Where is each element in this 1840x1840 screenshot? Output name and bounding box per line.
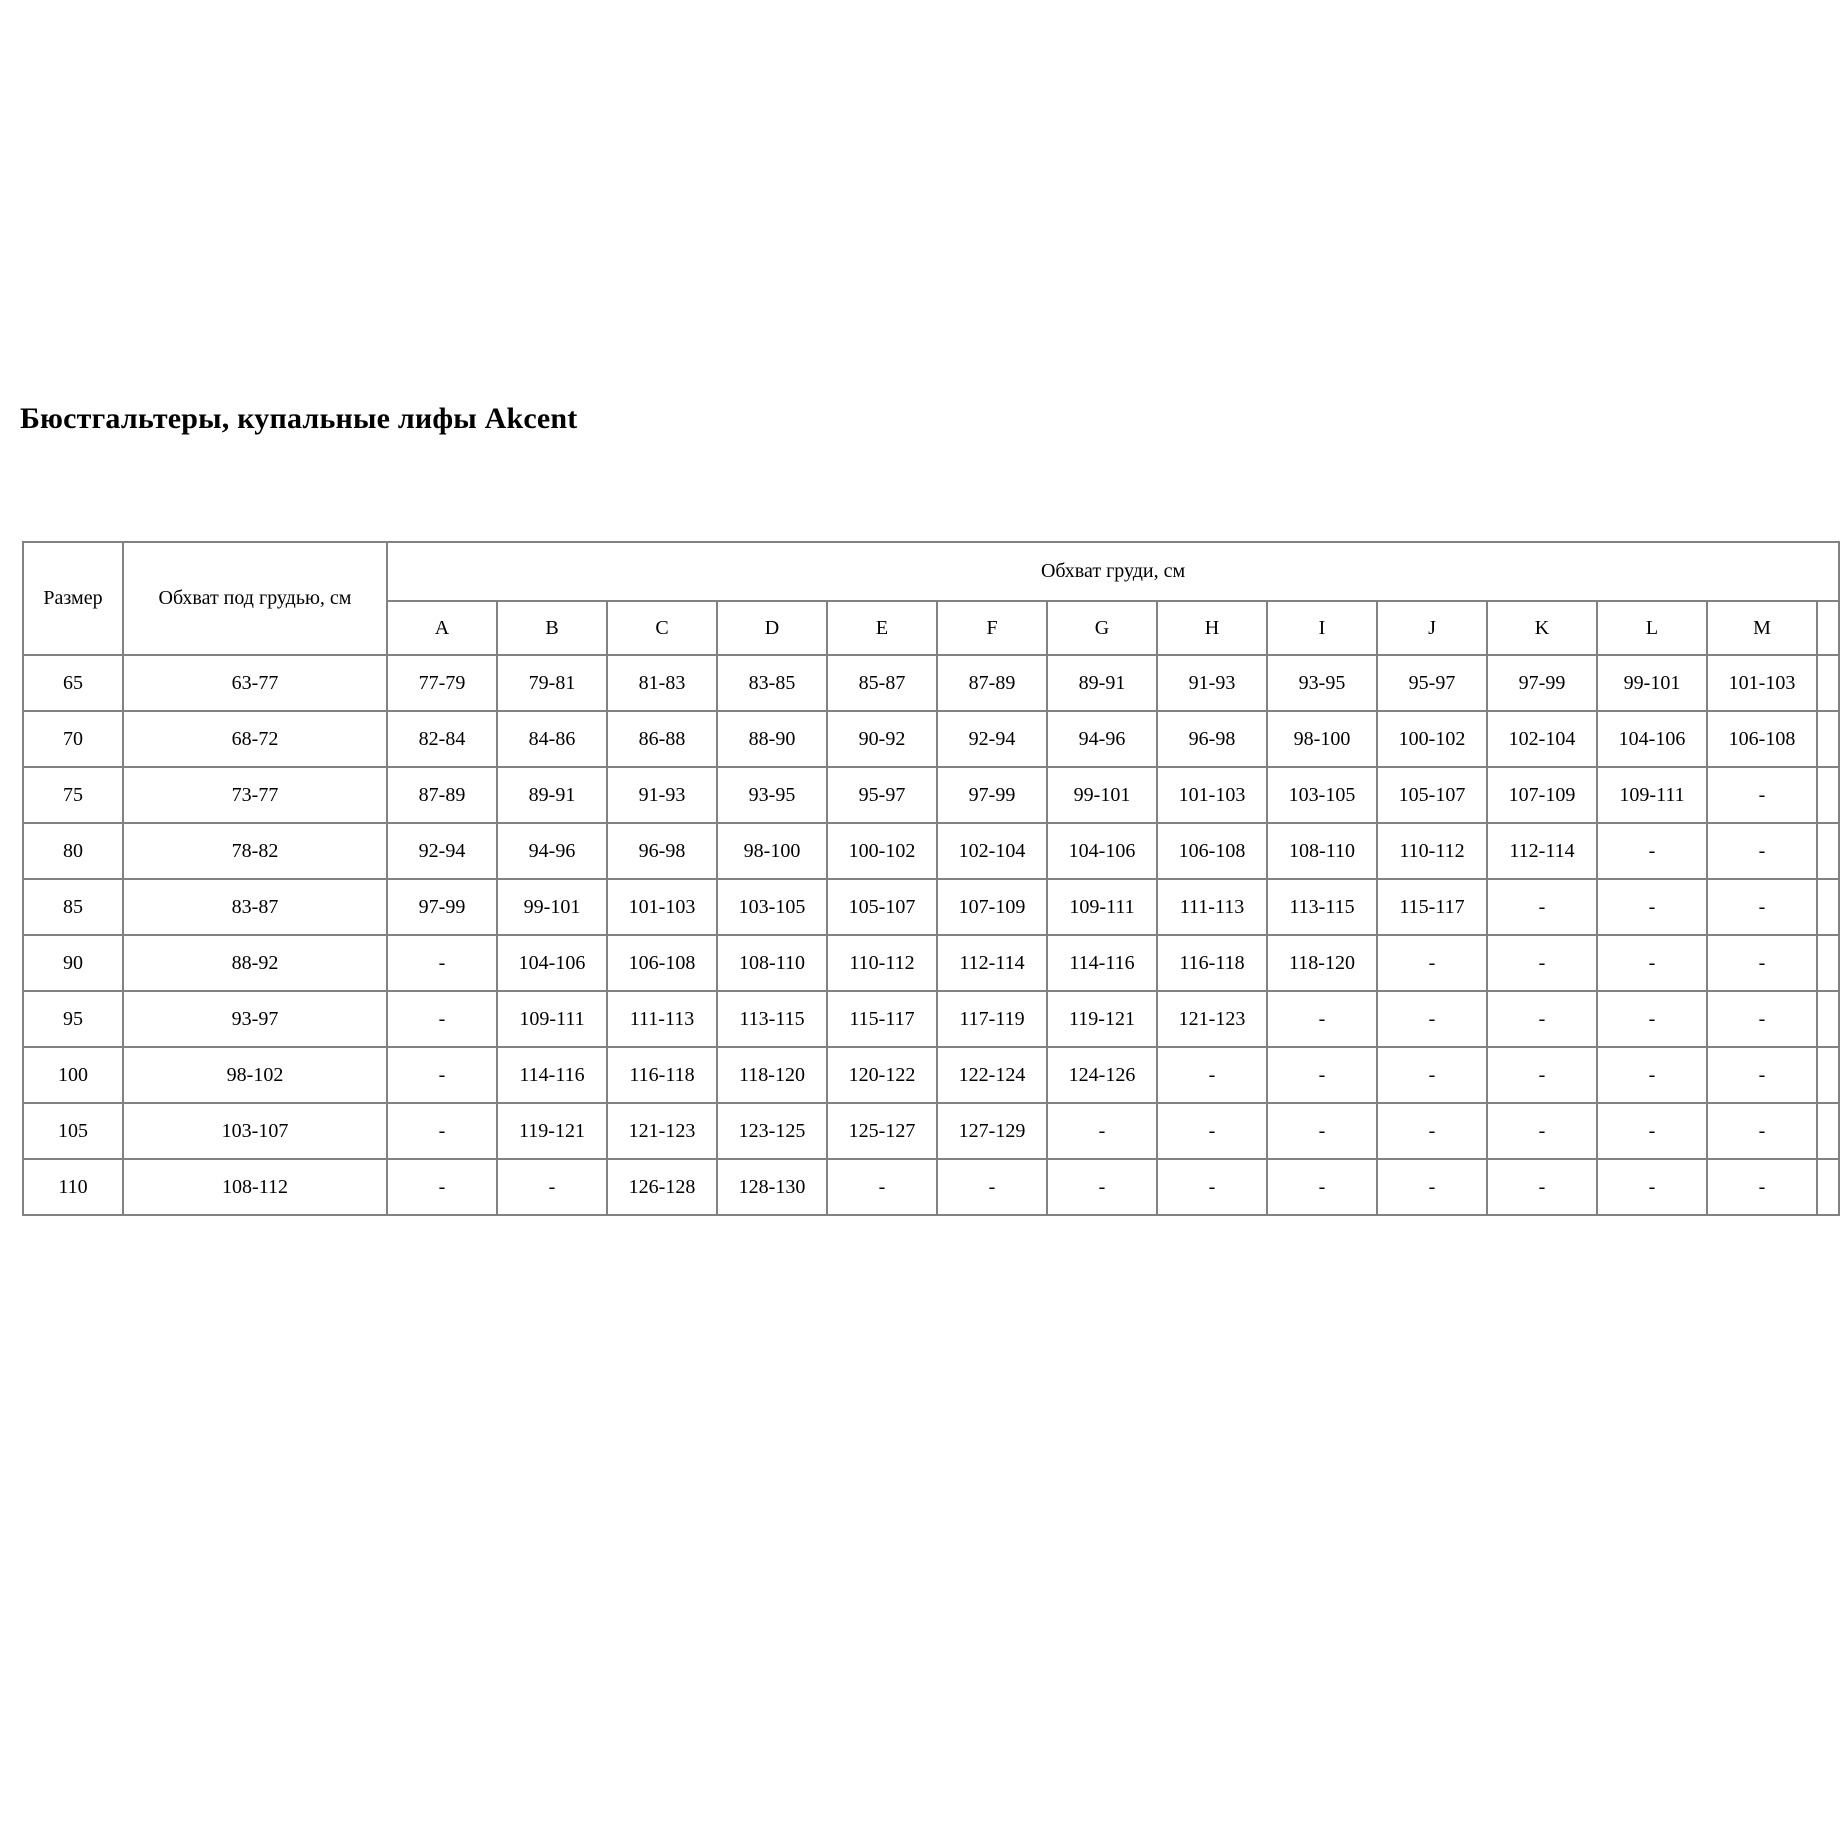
bust-range-cell: -: [1597, 1159, 1707, 1215]
size-chart-table: [22, 541, 1840, 1216]
spacer-cell: [1817, 879, 1839, 935]
cup-header-K: K: [1487, 601, 1597, 655]
size-cell: 65: [23, 655, 123, 711]
spacer-cell: [1817, 601, 1839, 655]
bust-range-cell: 99-101: [1047, 767, 1157, 823]
spacer-cell: [1817, 823, 1839, 879]
underbust-cell: 88-92: [123, 935, 387, 991]
bust-range-cell: -: [1267, 1159, 1377, 1215]
bust-range-cell: -: [1267, 991, 1377, 1047]
bust-range-cell: 119-121: [497, 1103, 607, 1159]
bust-range-cell: 106-108: [1707, 711, 1817, 767]
bust-range-cell: 118-120: [717, 1047, 827, 1103]
bust-range-cell: 114-116: [497, 1047, 607, 1103]
bust-range-cell: 82-84: [387, 711, 497, 767]
bust-range-cell: -: [1047, 1159, 1157, 1215]
size-cell: 95: [23, 991, 123, 1047]
underbust-cell: 108-112: [123, 1159, 387, 1215]
bust-range-cell: -: [1047, 1103, 1157, 1159]
bust-range-cell: 111-113: [1157, 879, 1267, 935]
bust-range-cell: 109-111: [497, 991, 607, 1047]
bust-range-cell: 125-127: [827, 1103, 937, 1159]
table-row: [23, 879, 1839, 935]
bust-range-cell: 116-118: [1157, 935, 1267, 991]
size-cell: 90: [23, 935, 123, 991]
table-row: [23, 1103, 1839, 1159]
underbust-cell: 78-82: [123, 823, 387, 879]
bust-range-cell: 107-109: [1487, 767, 1597, 823]
bust-range-cell: 123-125: [717, 1103, 827, 1159]
underbust-cell: 68-72: [123, 711, 387, 767]
table-row: [23, 767, 1839, 823]
size-cell: 105: [23, 1103, 123, 1159]
bust-range-cell: -: [1707, 823, 1817, 879]
header-underbust: Обхват под грудью, см: [123, 542, 387, 655]
bust-range-cell: 102-104: [937, 823, 1047, 879]
table-row: [23, 1047, 1839, 1103]
bust-range-cell: 93-95: [717, 767, 827, 823]
bust-range-cell: 128-130: [717, 1159, 827, 1215]
cup-header-H: H: [1157, 601, 1267, 655]
bust-range-cell: 95-97: [827, 767, 937, 823]
bust-range-cell: -: [1487, 991, 1597, 1047]
bust-range-cell: -: [1597, 1103, 1707, 1159]
bust-range-cell: 124-126: [1047, 1047, 1157, 1103]
bust-range-cell: -: [1267, 1103, 1377, 1159]
bust-range-cell: 106-108: [607, 935, 717, 991]
size-cell: 85: [23, 879, 123, 935]
bust-range-cell: 86-88: [607, 711, 717, 767]
bust-range-cell: -: [1487, 1103, 1597, 1159]
bust-range-cell: 114-116: [1047, 935, 1157, 991]
bust-range-cell: 116-118: [607, 1047, 717, 1103]
spacer-cell: [1817, 711, 1839, 767]
header-bust: Обхват груди, см: [387, 542, 1839, 601]
cup-header-G: G: [1047, 601, 1157, 655]
bust-range-cell: 84-86: [497, 711, 607, 767]
table-row: [23, 655, 1839, 711]
bust-range-cell: 103-105: [1267, 767, 1377, 823]
bust-range-cell: 102-104: [1487, 711, 1597, 767]
bust-range-cell: 109-111: [1597, 767, 1707, 823]
bust-range-cell: 115-117: [827, 991, 937, 1047]
bust-range-cell: 97-99: [1487, 655, 1597, 711]
bust-range-cell: 101-103: [1707, 655, 1817, 711]
bust-range-cell: 93-95: [1267, 655, 1377, 711]
bust-range-cell: 118-120: [1267, 935, 1377, 991]
cup-header-I: I: [1267, 601, 1377, 655]
bust-range-cell: 105-107: [827, 879, 937, 935]
bust-range-cell: 92-94: [937, 711, 1047, 767]
table-row: [23, 711, 1839, 767]
bust-range-cell: 104-106: [497, 935, 607, 991]
spacer-cell: [1817, 767, 1839, 823]
bust-range-cell: 117-119: [937, 991, 1047, 1047]
underbust-cell: 83-87: [123, 879, 387, 935]
bust-range-cell: -: [1157, 1159, 1267, 1215]
bust-range-cell: 101-103: [1157, 767, 1267, 823]
bust-range-cell: 98-100: [1267, 711, 1377, 767]
bust-range-cell: 105-107: [1377, 767, 1487, 823]
bust-range-cell: -: [1377, 991, 1487, 1047]
bust-range-cell: 111-113: [607, 991, 717, 1047]
bust-range-cell: -: [1597, 935, 1707, 991]
bust-range-cell: 122-124: [937, 1047, 1047, 1103]
bust-range-cell: -: [1707, 991, 1817, 1047]
bust-range-cell: -: [1597, 879, 1707, 935]
bust-range-cell: 92-94: [387, 823, 497, 879]
bust-range-cell: 103-105: [717, 879, 827, 935]
table-row: [23, 823, 1839, 879]
bust-range-cell: -: [387, 1047, 497, 1103]
bust-range-cell: 108-110: [717, 935, 827, 991]
bust-range-cell: 104-106: [1597, 711, 1707, 767]
bust-range-cell: -: [1597, 991, 1707, 1047]
size-cell: 80: [23, 823, 123, 879]
cup-header-B: B: [497, 601, 607, 655]
bust-range-cell: 99-101: [1597, 655, 1707, 711]
bust-range-cell: -: [1707, 1047, 1817, 1103]
bust-range-cell: -: [1377, 935, 1487, 991]
bust-range-cell: -: [387, 1103, 497, 1159]
table-body: [23, 655, 1839, 1215]
bust-range-cell: 100-102: [1377, 711, 1487, 767]
table-row: [23, 1159, 1839, 1215]
bust-range-cell: 113-115: [717, 991, 827, 1047]
bust-range-cell: 77-79: [387, 655, 497, 711]
bust-range-cell: -: [497, 1159, 607, 1215]
bust-range-cell: 108-110: [1267, 823, 1377, 879]
table-row: [23, 991, 1839, 1047]
bust-range-cell: 81-83: [607, 655, 717, 711]
bust-range-cell: -: [1157, 1103, 1267, 1159]
bust-range-cell: -: [1157, 1047, 1267, 1103]
bust-range-cell: -: [1707, 767, 1817, 823]
bust-range-cell: -: [937, 1159, 1047, 1215]
underbust-cell: 98-102: [123, 1047, 387, 1103]
bust-range-cell: -: [1707, 935, 1817, 991]
bust-range-cell: 96-98: [1157, 711, 1267, 767]
bust-range-cell: 113-115: [1267, 879, 1377, 935]
bust-range-cell: 121-123: [607, 1103, 717, 1159]
underbust-cell: 73-77: [123, 767, 387, 823]
cup-header-F: F: [937, 601, 1047, 655]
bust-range-cell: 119-121: [1047, 991, 1157, 1047]
bust-range-cell: -: [1487, 1159, 1597, 1215]
bust-range-cell: 104-106: [1047, 823, 1157, 879]
spacer-cell: [1817, 1103, 1839, 1159]
bust-range-cell: -: [1487, 879, 1597, 935]
bust-range-cell: -: [1707, 1103, 1817, 1159]
underbust-cell: 103-107: [123, 1103, 387, 1159]
cup-header-E: E: [827, 601, 937, 655]
bust-range-cell: -: [1597, 1047, 1707, 1103]
bust-range-cell: 112-114: [1487, 823, 1597, 879]
bust-range-cell: 98-100: [717, 823, 827, 879]
bust-range-cell: 100-102: [827, 823, 937, 879]
bust-range-cell: -: [387, 991, 497, 1047]
spacer-cell: [1817, 991, 1839, 1047]
bust-range-cell: -: [1487, 935, 1597, 991]
cup-header-M: M: [1707, 601, 1817, 655]
header-size: Размер: [23, 542, 123, 655]
bust-range-cell: 91-93: [607, 767, 717, 823]
bust-range-cell: 96-98: [607, 823, 717, 879]
spacer-cell: [1817, 655, 1839, 711]
bust-range-cell: 106-108: [1157, 823, 1267, 879]
bust-range-cell: -: [1707, 1159, 1817, 1215]
bust-range-cell: 99-101: [497, 879, 607, 935]
bust-range-cell: 109-111: [1047, 879, 1157, 935]
bust-range-cell: 88-90: [717, 711, 827, 767]
bust-range-cell: 89-91: [1047, 655, 1157, 711]
size-cell: 70: [23, 711, 123, 767]
bust-range-cell: 110-112: [827, 935, 937, 991]
bust-range-cell: -: [1377, 1159, 1487, 1215]
size-cell: 100: [23, 1047, 123, 1103]
bust-range-cell: 126-128: [607, 1159, 717, 1215]
cup-header-L: L: [1597, 601, 1707, 655]
bust-range-cell: 115-117: [1377, 879, 1487, 935]
spacer-cell: [1817, 1159, 1839, 1215]
cup-header-D: D: [717, 601, 827, 655]
bust-range-cell: 112-114: [937, 935, 1047, 991]
bust-range-cell: 101-103: [607, 879, 717, 935]
cup-header-A: A: [387, 601, 497, 655]
bust-range-cell: 87-89: [387, 767, 497, 823]
bust-range-cell: 127-129: [937, 1103, 1047, 1159]
size-cell: 75: [23, 767, 123, 823]
bust-range-cell: -: [1267, 1047, 1377, 1103]
bust-range-cell: 121-123: [1157, 991, 1267, 1047]
bust-range-cell: 110-112: [1377, 823, 1487, 879]
bust-range-cell: 97-99: [937, 767, 1047, 823]
bust-range-cell: 107-109: [937, 879, 1047, 935]
bust-range-cell: 97-99: [387, 879, 497, 935]
spacer-cell: [1817, 935, 1839, 991]
bust-range-cell: 95-97: [1377, 655, 1487, 711]
bust-range-cell: 83-85: [717, 655, 827, 711]
table-header: [23, 542, 1839, 655]
bust-range-cell: 87-89: [937, 655, 1047, 711]
bust-range-cell: -: [827, 1159, 937, 1215]
bust-range-cell: 89-91: [497, 767, 607, 823]
bust-range-cell: -: [1597, 823, 1707, 879]
cup-header-J: J: [1377, 601, 1487, 655]
bust-range-cell: -: [1487, 1047, 1597, 1103]
bust-range-cell: -: [1707, 879, 1817, 935]
page-title: Бюстгальтеры, купальные лифы Akcent: [20, 402, 578, 435]
underbust-cell: 93-97: [123, 991, 387, 1047]
bust-range-cell: 120-122: [827, 1047, 937, 1103]
cup-header-C: C: [607, 601, 717, 655]
bust-range-cell: -: [1377, 1103, 1487, 1159]
bust-range-cell: 94-96: [497, 823, 607, 879]
size-cell: 110: [23, 1159, 123, 1215]
table-row: [23, 935, 1839, 991]
underbust-cell: 63-77: [123, 655, 387, 711]
bust-range-cell: -: [1377, 1047, 1487, 1103]
bust-range-cell: 94-96: [1047, 711, 1157, 767]
bust-range-cell: -: [387, 935, 497, 991]
bust-range-cell: 79-81: [497, 655, 607, 711]
spacer-cell: [1817, 1047, 1839, 1103]
bust-range-cell: 90-92: [827, 711, 937, 767]
bust-range-cell: 85-87: [827, 655, 937, 711]
bust-range-cell: 91-93: [1157, 655, 1267, 711]
bust-range-cell: -: [387, 1159, 497, 1215]
